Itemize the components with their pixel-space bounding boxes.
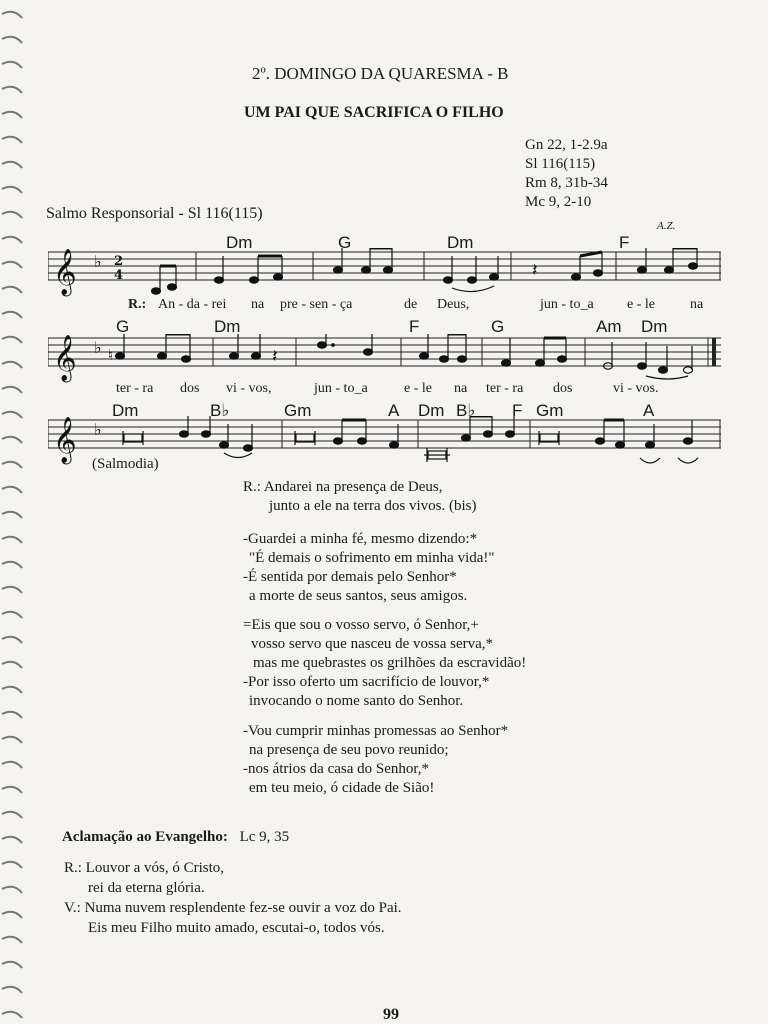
acclamation-line: R.: Louvor a vós, ó Cristo, — [64, 860, 224, 876]
verse-line: vosso servo que nasceu de vossa serva,* — [251, 636, 494, 652]
lyric: ter - ra — [486, 381, 524, 396]
lyric: e - le — [404, 381, 432, 396]
lyric-label: R.: — [128, 297, 147, 312]
reading-ref: Sl 116(115) — [525, 156, 596, 172]
fermata-icon — [678, 458, 698, 463]
chord: B♭ — [456, 401, 476, 420]
acclamation-heading — [62, 829, 289, 846]
verse-line: a morte de seus santos, seus amigos. — [249, 588, 468, 604]
page-number: 99 — [383, 1006, 399, 1023]
psalm-heading: Salmo Responsorial - Sl 116(115) — [46, 205, 263, 222]
verse-line: -nos átrios da casa do Senhor,* — [243, 761, 430, 777]
acclamation-ref: Lc 9, 35 — [239, 829, 290, 845]
treble-clef-icon: 𝄞 — [53, 249, 77, 295]
verse-line: -Guardei a minha fé, mesmo dizendo:* — [243, 531, 478, 547]
music-staff-1 — [48, 248, 721, 300]
acclamation-title: Aclamação ao Evangelho: — [62, 829, 228, 845]
flat-sign-icon: ♭ — [94, 338, 102, 357]
lyric: ter - ra — [116, 381, 154, 396]
chord: G — [491, 317, 505, 336]
treble-clef-icon: 𝄞 — [53, 417, 77, 463]
reading-ref: Mc 9, 2-10 — [525, 194, 592, 210]
chord: Gm — [536, 401, 564, 420]
lyric: dos — [180, 381, 200, 396]
chord: Dm — [112, 401, 139, 420]
lyric: jun - to_a — [314, 381, 368, 396]
chord: Dm — [214, 317, 241, 336]
chord: Gm — [284, 401, 312, 420]
reading-ref: Rm 8, 31b-34 — [525, 175, 608, 191]
acclamation-line: V.: Numa nuvem resplendente fez-se ouvir a voz do Pai. — [64, 900, 402, 916]
lyric: de — [404, 297, 418, 312]
verse-line: -Vou cumprir minhas promessas ao Senhor* — [243, 723, 509, 739]
refrain-line: junto a ele na terra dos vivos. (bis) — [269, 498, 477, 514]
flat-sign-icon: ♭ — [94, 420, 102, 439]
svg-text:4: 4 — [114, 268, 124, 283]
acclamation-text — [64, 858, 402, 938]
reading-ref: Gn 22, 1-2.9a — [525, 137, 608, 153]
spiral-binding — [0, 0, 26, 1024]
lyric: na — [454, 381, 468, 396]
acclamation-line: rei da eterna glória. — [88, 880, 205, 896]
chord: G — [116, 317, 130, 336]
chord: Dm — [418, 401, 445, 420]
verse-line: =Eis que sou o vosso servo, ó Senhor,+ — [243, 617, 479, 633]
chord: B♭ — [210, 401, 230, 420]
psalm-verse-3 — [243, 722, 508, 798]
chord: F — [619, 233, 630, 252]
verse-line: mas me quebrastes os grilhões da escravidão! — [253, 655, 527, 671]
natural-sign-icon: ♮ — [108, 346, 114, 364]
lyric: dos — [553, 381, 573, 396]
chord: Dm — [641, 317, 668, 336]
verse-line: -Por isso oferto um sacrifício de louvor,* — [243, 674, 490, 690]
lyric: e - le — [627, 297, 655, 312]
lyric: pre - sen - ça — [280, 297, 353, 312]
chord: Am — [596, 317, 622, 336]
psalm-verse-2 — [243, 616, 526, 711]
refrain-text — [243, 478, 476, 516]
lyric: na — [690, 297, 704, 312]
rest-icon: 𝄽 — [532, 260, 538, 281]
scripture-references — [525, 136, 608, 212]
salmodia-label: (Salmodia) — [92, 456, 159, 472]
lyric: na — [251, 297, 265, 312]
lyric: vi - vos. — [613, 381, 659, 396]
psalm-verse-1 — [243, 530, 495, 606]
verse-line: na presença de seu povo reunido; — [249, 742, 449, 758]
treble-clef-icon: 𝄞 — [53, 335, 77, 381]
chord: A — [643, 401, 655, 420]
chord: F — [512, 401, 523, 420]
refrain-line: R.: Andarei na presença de Deus, — [243, 479, 443, 495]
verse-line: -É sentida por demais pelo Senhor* — [243, 569, 457, 585]
composer-initials: A.Z. — [657, 220, 676, 232]
flat-sign-icon: ♭ — [94, 252, 102, 271]
rest-icon: 𝄽 — [272, 346, 278, 367]
verse-line: "É demais o sofrimento em minha vida!" — [249, 550, 495, 566]
chord: G — [338, 233, 352, 252]
verse-line: invocando o nome santo do Senhor. — [249, 693, 464, 709]
chord: Dm — [447, 233, 474, 252]
lyric: jun - to_a — [540, 297, 594, 312]
lyric: An - da - rei — [158, 297, 227, 312]
chord: A — [388, 401, 400, 420]
fermata-icon — [640, 458, 660, 463]
music-staff-2 — [48, 334, 721, 384]
time-signature: 2 — [114, 254, 124, 269]
liturgy-heading: 2º. DOMINGO DA QUARESMA - B — [252, 64, 509, 83]
chord: Dm — [226, 233, 253, 252]
lyric: Deus, — [437, 297, 470, 312]
acclamation-line: Eis meu Filho muito amado, escutai-o, todos vós. — [88, 920, 385, 936]
lyric: vi - vos, — [226, 381, 272, 396]
chord: F — [409, 317, 420, 336]
page-title: UM PAI QUE SACRIFICA O FILHO — [244, 104, 504, 121]
verse-line: em teu meio, ó cidade de Sião! — [249, 780, 435, 796]
